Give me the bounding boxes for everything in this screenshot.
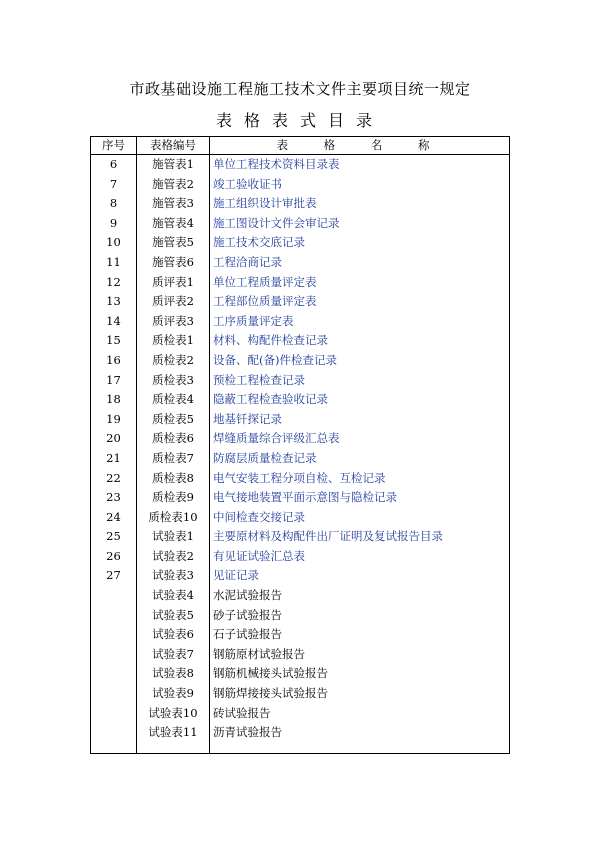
form-name-link[interactable]: 单位工程技术资料目录表 bbox=[213, 157, 340, 171]
form-name-link[interactable]: 工程洽商记录 bbox=[213, 254, 282, 269]
row-code: 质检表5 bbox=[137, 410, 210, 430]
row-code: 试验表3 bbox=[137, 566, 210, 586]
table-spacer-row bbox=[91, 743, 510, 754]
row-seq: 22 bbox=[91, 469, 137, 489]
form-name-link[interactable]: 见证记录 bbox=[213, 568, 259, 583]
row-seq: 15 bbox=[91, 331, 137, 351]
row-code: 质检表6 bbox=[137, 429, 210, 449]
table-row bbox=[91, 175, 510, 195]
form-name-link[interactable]: 施工图设计文件会审记录 bbox=[213, 215, 340, 230]
table-row bbox=[91, 410, 510, 430]
row-code: 施管表5 bbox=[137, 233, 210, 253]
row-code: 试验表5 bbox=[137, 606, 210, 626]
row-seq bbox=[91, 606, 137, 626]
row-code: 质检表7 bbox=[137, 449, 210, 469]
header-seq: 序号 bbox=[91, 137, 137, 155]
row-seq: 14 bbox=[91, 312, 137, 332]
form-name: 水泥试验报告 bbox=[213, 588, 282, 603]
table-row bbox=[91, 253, 510, 273]
table-row bbox=[91, 527, 510, 547]
row-seq: 7 bbox=[91, 175, 137, 195]
table-row bbox=[91, 488, 510, 508]
row-seq bbox=[91, 586, 137, 606]
table-row bbox=[91, 351, 510, 371]
row-code: 施管表1 bbox=[137, 155, 210, 175]
row-code: 质评表2 bbox=[137, 292, 210, 312]
form-name-link[interactable]: 地基钎探记录 bbox=[213, 411, 282, 426]
form-name: 钢筋原材试验报告 bbox=[213, 646, 305, 661]
row-seq: 27 bbox=[91, 566, 137, 586]
row-code: 试验表9 bbox=[137, 684, 210, 704]
form-name-link[interactable]: 设备、配(备)件检查记录 bbox=[213, 352, 337, 367]
form-name-link[interactable]: 焊缝质量综合评级汇总表 bbox=[213, 431, 340, 446]
table-row bbox=[91, 273, 510, 293]
row-code: 质评表3 bbox=[137, 312, 210, 332]
row-code: 试验表2 bbox=[137, 547, 210, 567]
table-row bbox=[91, 292, 510, 312]
row-seq: 23 bbox=[91, 488, 137, 508]
form-name: 砂子试验报告 bbox=[213, 607, 282, 622]
row-seq bbox=[91, 723, 137, 743]
row-code: 施管表3 bbox=[137, 194, 210, 214]
row-seq: 13 bbox=[91, 292, 137, 312]
form-name-link[interactable]: 材料、构配件检查记录 bbox=[213, 333, 328, 348]
spacer-cell bbox=[137, 743, 210, 754]
document-title: 市政基础设施工程施工技术文件主要项目统一规定 bbox=[129, 80, 471, 98]
form-name-link[interactable]: 中间检查交接记录 bbox=[213, 509, 305, 524]
row-seq bbox=[91, 684, 137, 704]
form-name: 钢筋焊接接头试验报告 bbox=[213, 686, 328, 701]
form-name-link[interactable]: 有见证试验汇总表 bbox=[213, 548, 305, 563]
row-seq: 25 bbox=[91, 527, 137, 547]
table-row bbox=[91, 390, 510, 410]
row-code: 试验表11 bbox=[137, 723, 210, 743]
form-name-link[interactable]: 施工技术交底记录 bbox=[213, 235, 305, 250]
form-name: 钢筋机械接头试验报告 bbox=[213, 666, 328, 681]
form-name: 沥青试验报告 bbox=[213, 725, 282, 740]
table-row bbox=[91, 625, 510, 645]
row-seq: 21 bbox=[91, 449, 137, 469]
row-seq: 19 bbox=[91, 410, 137, 430]
form-name-link[interactable]: 竣工验收证书 bbox=[213, 176, 282, 191]
row-seq: 11 bbox=[91, 253, 137, 273]
row-code: 施管表4 bbox=[137, 214, 210, 234]
row-code: 施管表6 bbox=[137, 253, 210, 273]
header-code: 表格编号 bbox=[137, 137, 210, 155]
table-row bbox=[91, 214, 510, 234]
form-name-link[interactable]: 电气接地装置平面示意图与隐检记录 bbox=[213, 490, 397, 505]
row-seq: 6 bbox=[91, 155, 137, 175]
table-row bbox=[91, 547, 510, 567]
row-seq: 26 bbox=[91, 547, 137, 567]
form-name-link[interactable]: 电气安装工程分项自检、互检记录 bbox=[213, 470, 386, 485]
forms-table bbox=[90, 136, 510, 754]
row-code: 质检表2 bbox=[137, 351, 210, 371]
row-code: 质检表3 bbox=[137, 371, 210, 391]
table-body bbox=[91, 155, 510, 754]
table-row bbox=[91, 586, 510, 606]
table-row bbox=[91, 312, 510, 332]
table-row bbox=[91, 371, 510, 391]
form-name-link[interactable]: 工程部位质量评定表 bbox=[213, 294, 317, 309]
form-name-link[interactable]: 工序质量评定表 bbox=[213, 313, 294, 328]
table-row bbox=[91, 723, 510, 743]
row-seq: 9 bbox=[91, 214, 137, 234]
row-code: 试验表7 bbox=[137, 645, 210, 665]
form-name-link[interactable]: 预检工程检查记录 bbox=[213, 372, 305, 387]
form-name-link[interactable]: 单位工程质量评定表 bbox=[213, 274, 317, 289]
table-header-row bbox=[91, 137, 510, 155]
spacer-cell bbox=[210, 743, 510, 754]
row-seq: 17 bbox=[91, 371, 137, 391]
table-row bbox=[91, 606, 510, 626]
spacer-cell bbox=[91, 743, 137, 754]
row-seq bbox=[91, 625, 137, 645]
form-name: 砖试验报告 bbox=[213, 705, 271, 720]
row-code: 试验表4 bbox=[137, 586, 210, 606]
row-code: 质检表9 bbox=[137, 488, 210, 508]
table-row bbox=[91, 449, 510, 469]
table-row bbox=[91, 194, 510, 214]
row-seq bbox=[91, 664, 137, 684]
table-row bbox=[91, 684, 510, 704]
form-name: 石子试验报告 bbox=[213, 627, 282, 642]
form-name-link[interactable]: 主要原材料及构配件出厂证明及复试报告目录 bbox=[213, 529, 443, 544]
row-seq: 12 bbox=[91, 273, 137, 293]
form-name-link[interactable]: 隐蔽工程检查验收记录 bbox=[213, 392, 328, 407]
row-seq: 10 bbox=[91, 233, 137, 253]
row-seq bbox=[91, 645, 137, 665]
table-row bbox=[91, 429, 510, 449]
table-row bbox=[91, 469, 510, 489]
row-code: 质检表8 bbox=[137, 469, 210, 489]
row-seq: 24 bbox=[91, 508, 137, 528]
row-seq: 16 bbox=[91, 351, 137, 371]
row-code: 质检表10 bbox=[137, 508, 210, 528]
form-name-link[interactable]: 防腐层质量检查记录 bbox=[213, 450, 317, 465]
row-seq: 18 bbox=[91, 390, 137, 410]
row-code: 质检表1 bbox=[137, 331, 210, 351]
table-row bbox=[91, 331, 510, 351]
table-row bbox=[91, 664, 510, 684]
table-row bbox=[91, 645, 510, 665]
row-code: 质评表1 bbox=[137, 273, 210, 293]
row-code: 试验表1 bbox=[137, 527, 210, 547]
row-seq bbox=[91, 704, 137, 724]
table-row bbox=[91, 508, 510, 528]
row-seq: 20 bbox=[91, 429, 137, 449]
row-code: 试验表6 bbox=[137, 625, 210, 645]
table-row bbox=[91, 704, 510, 724]
form-name-link[interactable]: 施工组织设计审批表 bbox=[213, 196, 317, 211]
row-seq: 8 bbox=[91, 194, 137, 214]
table-title: 表格表式目录 bbox=[215, 111, 384, 130]
row-code: 试验表10 bbox=[137, 704, 210, 724]
table-row bbox=[91, 566, 510, 586]
table-row bbox=[91, 233, 510, 253]
row-code: 质检表4 bbox=[137, 390, 210, 410]
row-code: 试验表8 bbox=[137, 664, 210, 684]
header-name: 表 格 名 称 bbox=[210, 137, 510, 155]
row-code: 施管表2 bbox=[137, 175, 210, 195]
table-row bbox=[91, 155, 510, 175]
